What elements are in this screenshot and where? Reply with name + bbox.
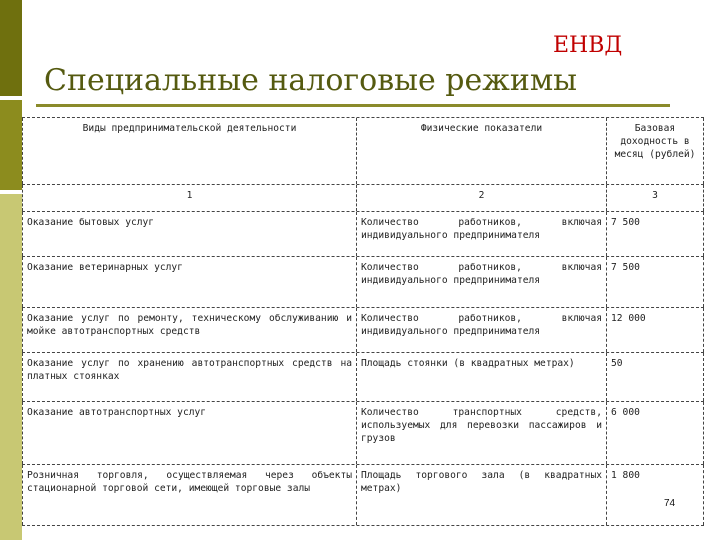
- column-header-base: Базовая доходность в месяц (рублей): [606, 118, 704, 184]
- base-cell: 7 500: [606, 257, 704, 307]
- tax-table: [22, 117, 704, 526]
- indicator-cell: Количество работников, включая индивидуального предпринимателя: [356, 212, 606, 256]
- indicator-cell: Площадь торгового зала (в квадратных метрах): [356, 465, 606, 525]
- column-number: 1: [22, 185, 356, 211]
- sidebar-segment: [0, 194, 22, 540]
- column-number: 2: [356, 185, 606, 211]
- header-code: ЕНВД: [553, 33, 623, 58]
- base-cell: 1 800: [606, 465, 704, 525]
- base-cell: 6 000: [606, 402, 704, 464]
- slide-title: Специальные налоговые режимы: [44, 63, 578, 98]
- table-row: [22, 307, 704, 352]
- activity-cell: Оказание бытовых услуг: [22, 212, 356, 256]
- activity-cell: Розничная торговля, осуществляемая через объекты стационарной торговой сети, имеющей торговые залы: [22, 465, 356, 525]
- indicator-cell: Количество работников, включая индивидуального предпринимателя: [356, 257, 606, 307]
- indicator-cell: Количество транспортных средств, используемых для перевозки пассажиров и грузов: [356, 402, 606, 464]
- activity-cell: Оказание услуг по хранению автотранспортных средств на платных стоянках: [22, 353, 356, 401]
- indicator-cell: Количество работников, включая индивидуального предпринимателя: [356, 308, 606, 352]
- base-cell: 50: [606, 353, 704, 401]
- sidebar-segment: [0, 100, 22, 190]
- table-row: [22, 256, 704, 307]
- sidebar-segment: [0, 0, 22, 96]
- activity-cell: Оказание услуг по ремонту, техническому обслуживанию и мойке автотранспортных средств: [22, 308, 356, 352]
- column-number: 3: [606, 185, 704, 211]
- table-row: [22, 401, 704, 464]
- base-cell: 7 500: [606, 212, 704, 256]
- page-number: 74: [664, 498, 676, 509]
- table-row: [22, 352, 704, 401]
- table-header-row: [22, 117, 704, 184]
- column-header-activity: Виды предпринимательской деятельности: [22, 118, 356, 184]
- base-cell: 12 000: [606, 308, 704, 352]
- column-number-row: [22, 184, 704, 211]
- activity-cell: Оказание автотранспортных услуг: [22, 402, 356, 464]
- indicator-cell: Площадь стоянки (в квадратных метрах): [356, 353, 606, 401]
- table-row: [22, 211, 704, 256]
- title-underline: [36, 104, 670, 107]
- column-header-indicator: Физические показатели: [356, 118, 606, 184]
- activity-cell: Оказание ветеринарных услуг: [22, 257, 356, 307]
- table-row: [22, 464, 704, 526]
- sidebar-stripe: [0, 0, 22, 540]
